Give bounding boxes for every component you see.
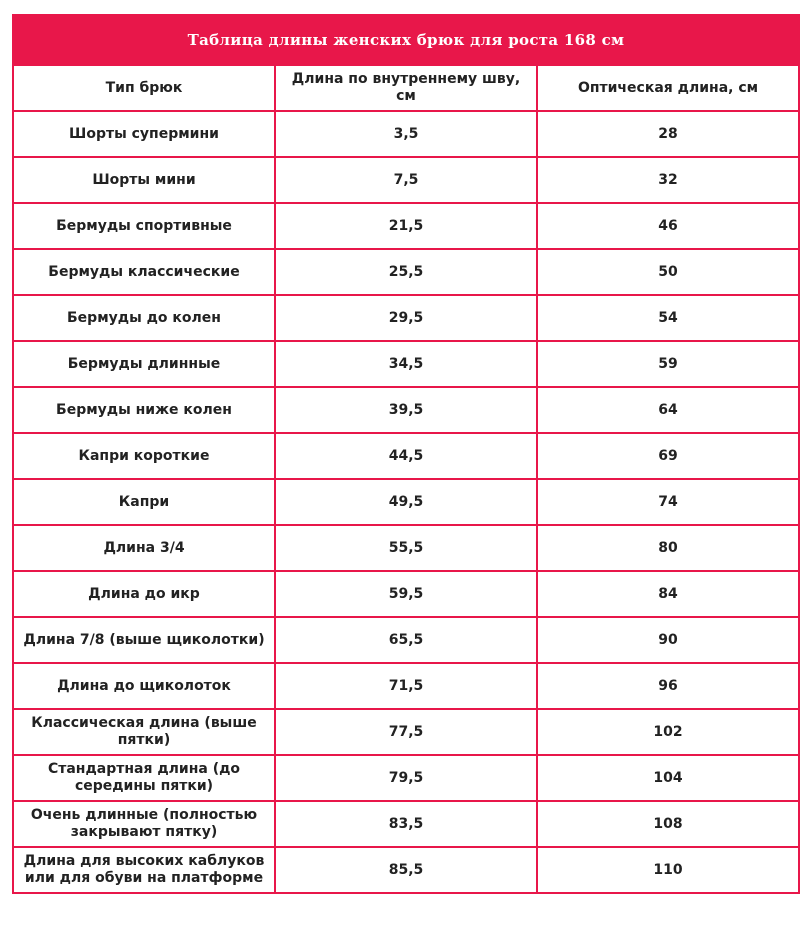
cell-inseam: 55,5 (275, 525, 537, 571)
cell-inseam: 44,5 (275, 433, 537, 479)
cell-optical: 102 (537, 709, 799, 755)
table-row (13, 801, 799, 847)
cell-optical: 74 (537, 479, 799, 525)
cell-inseam: 3,5 (275, 111, 537, 157)
cell-optical: 108 (537, 801, 799, 847)
table-container (12, 14, 798, 894)
cell-inseam: 49,5 (275, 479, 537, 525)
cell-type: Очень длинные (полностью закрывают пятку) (13, 801, 275, 847)
cell-optical: 110 (537, 847, 799, 893)
column-header-inseam: Длина по внутреннему шву, см (275, 65, 537, 111)
cell-optical: 90 (537, 617, 799, 663)
table-row (13, 111, 799, 157)
table-row (13, 479, 799, 525)
cell-type: Шорты мини (13, 157, 275, 203)
cell-optical: 104 (537, 755, 799, 801)
column-header-optical: Оптическая длина, см (537, 65, 799, 111)
title-row (13, 15, 799, 65)
cell-type: Длина для высоких каблуков или для обуви на платформе (13, 847, 275, 893)
cell-inseam: 77,5 (275, 709, 537, 755)
table-row (13, 157, 799, 203)
cell-type: Длина 3/4 (13, 525, 275, 571)
cell-optical: 32 (537, 157, 799, 203)
table-row (13, 663, 799, 709)
cell-type: Капри короткие (13, 433, 275, 479)
cell-optical: 28 (537, 111, 799, 157)
table-row (13, 709, 799, 755)
cell-optical: 69 (537, 433, 799, 479)
table-row (13, 249, 799, 295)
table-row (13, 755, 799, 801)
cell-inseam: 21,5 (275, 203, 537, 249)
cell-type: Длина 7/8 (выше щиколотки) (13, 617, 275, 663)
cell-optical: 46 (537, 203, 799, 249)
cell-type: Бермуды до колен (13, 295, 275, 341)
cell-optical: 84 (537, 571, 799, 617)
cell-inseam: 85,5 (275, 847, 537, 893)
cell-inseam: 65,5 (275, 617, 537, 663)
cell-inseam: 25,5 (275, 249, 537, 295)
cell-type: Капри (13, 479, 275, 525)
table-row (13, 387, 799, 433)
table-row (13, 203, 799, 249)
cell-inseam: 71,5 (275, 663, 537, 709)
cell-optical: 54 (537, 295, 799, 341)
cell-inseam: 79,5 (275, 755, 537, 801)
cell-type: Бермуды ниже колен (13, 387, 275, 433)
cell-inseam: 7,5 (275, 157, 537, 203)
table-row (13, 525, 799, 571)
cell-inseam: 59,5 (275, 571, 537, 617)
cell-inseam: 83,5 (275, 801, 537, 847)
cell-type: Длина до икр (13, 571, 275, 617)
cell-type: Шорты супермини (13, 111, 275, 157)
cell-inseam: 29,5 (275, 295, 537, 341)
header-row (13, 65, 799, 111)
table-row (13, 847, 799, 893)
cell-type: Бермуды классические (13, 249, 275, 295)
cell-inseam: 39,5 (275, 387, 537, 433)
cell-optical: 50 (537, 249, 799, 295)
cell-type: Длина до щиколоток (13, 663, 275, 709)
column-header-type: Тип брюк (13, 65, 275, 111)
table-row (13, 433, 799, 479)
table-row (13, 617, 799, 663)
cell-optical: 80 (537, 525, 799, 571)
cell-type: Бермуды длинные (13, 341, 275, 387)
cell-type: Стандартная длина (до середины пятки) (13, 755, 275, 801)
table-title: Таблица длины женских брюк для роста 168 см (13, 15, 799, 65)
table-row (13, 295, 799, 341)
cell-type: Бермуды спортивные (13, 203, 275, 249)
cell-inseam: 34,5 (275, 341, 537, 387)
table-row (13, 571, 799, 617)
table-row (13, 341, 799, 387)
cell-type: Классическая длина (выше пятки) (13, 709, 275, 755)
cell-optical: 96 (537, 663, 799, 709)
cell-optical: 59 (537, 341, 799, 387)
cell-optical: 64 (537, 387, 799, 433)
pants-length-table (12, 14, 800, 894)
